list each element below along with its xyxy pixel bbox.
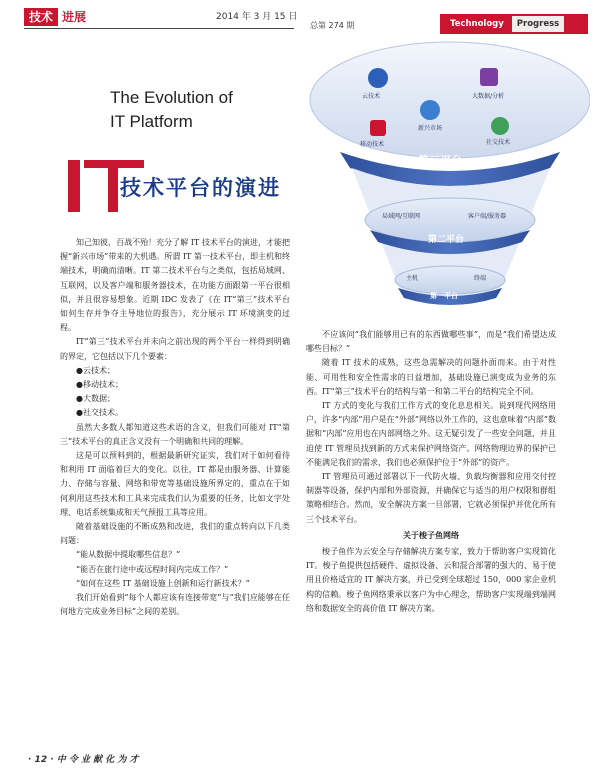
- english-title: [110, 86, 233, 134]
- chinese-title-text: 技术平台的演进: [120, 176, 281, 200]
- top-item-3: 移动技术: [360, 141, 385, 148]
- paragraph: IT 方式的变化与我们工作方式的变化息息相关。说到现代网络用户，许多“内部”用户是在“外部”网络以外工作的，这也意味着“内部”数据和“内部”应用也在内部网络之外。这无疑引发了一些安全问题，并且迫使 IT 管理员找到新的方式来保护网络资产。网络物理边界的保护已不能满足我们的需求，我们也必须保护位于“外部”的资产。: [306, 401, 556, 467]
- paragraph: ●云技术；: [76, 365, 115, 375]
- bottom-item-0: 主机: [406, 275, 419, 282]
- section-tag: [24, 8, 90, 26]
- bottom-item-1: 终端: [474, 275, 487, 282]
- header-rule: [24, 28, 294, 29]
- section-banner-technology: Technology: [450, 19, 504, 29]
- paragraph: 随着 IT 技术的成熟，这些急需解决的问题扑面而来。由于对性能、可用性和安全性需求的日益增加，基础设施已演变成为业务的东西。IT“第三”技术平台的结构与第一和第二平台的结构完全不同。: [306, 358, 556, 396]
- section-tag-secondary: 进展: [62, 10, 87, 24]
- platform1-label: 第一平台: [430, 292, 458, 300]
- english-title-line1: The Evolution of: [110, 88, 233, 107]
- section-tag-primary: 技术: [24, 8, 58, 26]
- mid-item-0: 局域网/互联网: [382, 213, 421, 220]
- mobile-tech-icon: [370, 120, 386, 136]
- paragraph: ●大数据；: [76, 394, 115, 404]
- issue-date: 2014 年 3 月 15 日: [216, 12, 298, 22]
- platform2-label: 第二平台: [428, 235, 465, 245]
- issue-number: 总第 274 期: [310, 21, 355, 30]
- left-column: [60, 236, 290, 619]
- paragraph: IT 管理员可通过部署以下一代防火墙、负载均衡器和应用交付控制器等设备，保护内部和外部资源，并确保它与适当的用户权限和群组策略相结合。然而，安全解决方案一旦部署，它就必须保护并优化所有三个技术平台。: [306, 472, 556, 524]
- platform3-label: 第三平台: [418, 154, 462, 167]
- paragraph: 梭子鱼作为云安全与存储解决方案专家，致力于帮助客户实现简化 IT。梭子鱼提供包括硬件、虚拟设备、云和混合部署的强大的、易于使用且价格适宜的 IT 解决方案，并已受到全球超过 150，000 家企业机构的信赖。梭子鱼网络秉承以客户为中心理念，帮助客户实现端到端网络和数据安全的高价值 IT 解决方案。: [306, 547, 556, 613]
- paragraph: “如何在这些 IT 基础设施上创新和运行新技术？”: [76, 578, 250, 588]
- page-footer: · 12 · 中 令 业 献 化 为 才: [28, 755, 139, 765]
- paragraph: IT“第三”技术平台并未向之前出现的两个平台一样得到明确的界定，它包括以下几个要素：: [60, 337, 290, 361]
- paragraph: “能从数据中提取哪些信息？”: [76, 550, 181, 560]
- paragraph: ●移动技术；: [76, 380, 123, 390]
- social-tech-icon: [491, 117, 509, 135]
- right-column: [306, 328, 556, 616]
- paragraph: 这是可以预料到的，根据最新研究证实，我们对于如何看待和利用 IT 面临着巨大的变化。以往，IT 都是由服务器、计算能力、存储与容量、网络和带宽等基础设施所界定的，重点在于如何利用这些技术和工具来完成我们认为重要的任务，比如文字处理、电话系统集成和天气预报工具等应用。: [60, 451, 290, 517]
- paragraph: “能否在旅行途中或远程时间内完成工作？”: [76, 564, 229, 574]
- paragraph: 随着基础设施的不断成熟和改进，我们的重点转向以下几类问题：: [60, 522, 290, 546]
- paragraph: 知己知彼，百战不殆！充分了解 IT 技术平台的演进，才能把握“新兴市场”带来的大机遇。所谓 IT 第一技术平台，即主机和终端技术，明确而清晰。IT 第二技术平台与之类似，包括局域网、互联网，以及客户端和服务器技术，在功能方面跟第一平台很相似，并且很容易想象。近期 IDC 发表了《在 IT“第三”技术平台如何生存并争夺主导地位的报告》，充分展示 IT 环境演变的过程。: [60, 238, 290, 333]
- top-item-0: 云技术: [362, 93, 381, 100]
- cloud-tech-icon: [368, 68, 388, 88]
- mid-item-1: 客户端/服务器: [468, 213, 507, 220]
- top-item-1: 大数据/分析: [472, 93, 505, 100]
- section-banner: [440, 14, 588, 34]
- paragraph: 不应该问“我们能够用已有的东西做哪些事”，而是“我们希望达成哪些目标？”: [306, 330, 556, 354]
- platform3-disc: [310, 42, 590, 158]
- paragraph: 我们开始看到“每个人都应该有连接带宽”与“我们应能够在任何地方完成业务目标”之间的差别。: [60, 593, 290, 617]
- paragraph: ●社交技术。: [76, 408, 123, 418]
- title-i-glyph: [68, 160, 80, 212]
- section-heading: 关于梭子鱼网络: [403, 530, 459, 540]
- emerging-market-icon: [420, 100, 440, 120]
- section-banner-progress: Progress: [512, 16, 564, 32]
- paragraph: 虽然大多数人都知道这些术语的含义，但我们可能对 IT“第三”技术平台的真正含义没有一个明确和共同的理解。: [60, 422, 290, 446]
- title-t-glyph-stem: [108, 160, 118, 212]
- big-data-icon: [480, 68, 498, 86]
- platform-illustration: [300, 40, 590, 325]
- top-item-2: 新兴市场: [418, 125, 443, 132]
- english-title-line2: IT Platform: [110, 112, 193, 131]
- top-item-4: 社交技术: [486, 139, 511, 146]
